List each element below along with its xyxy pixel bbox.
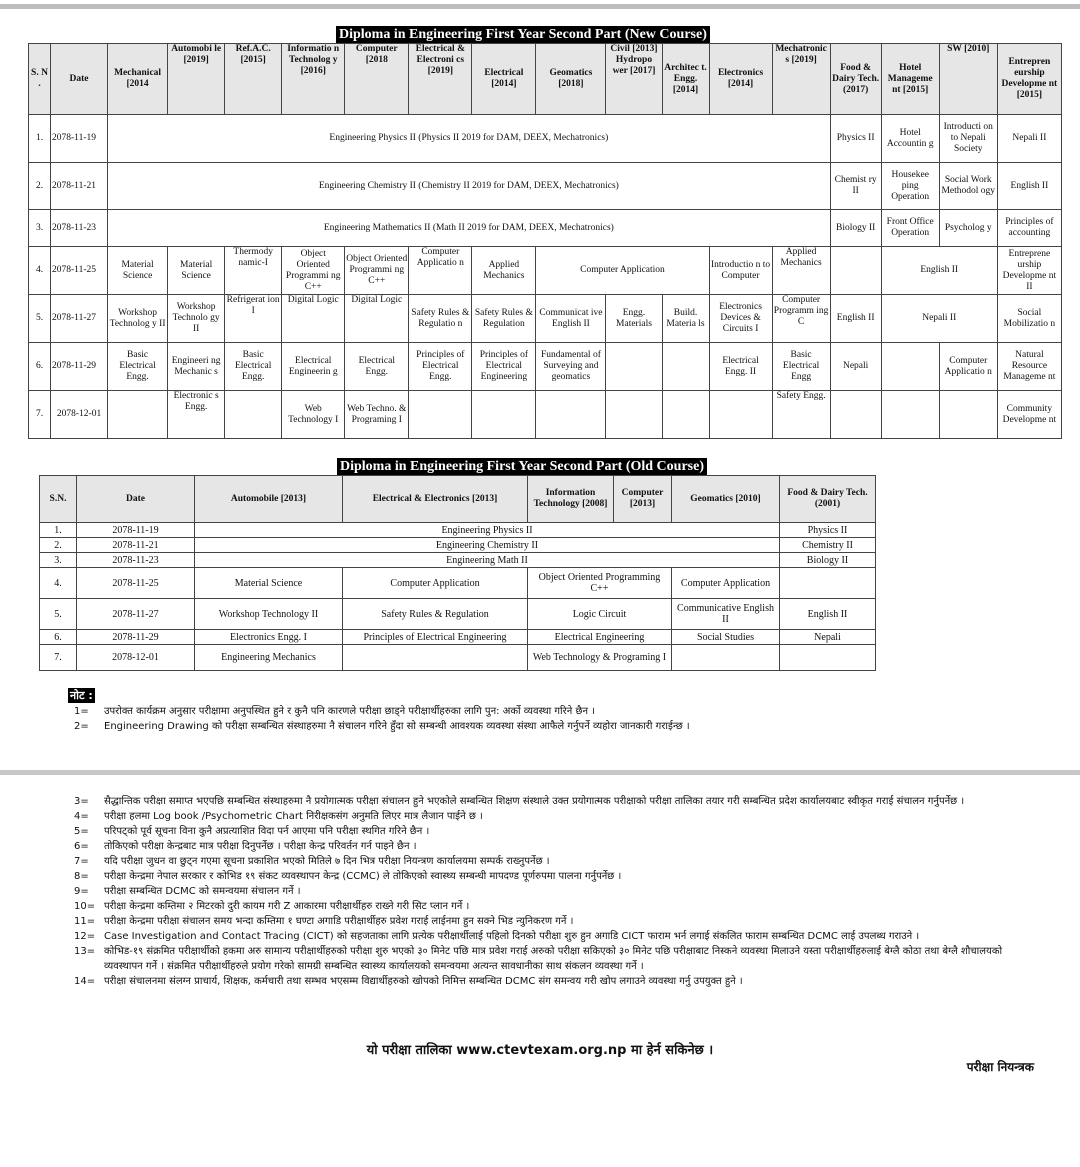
empty-cell (830, 391, 881, 439)
subject-cell: Electronic s Engg. (168, 391, 225, 439)
website-notice: यो परीक्षा तालिका www.ctevtexam.org.np मा हेर्न सकिनेछ । (366, 1043, 714, 1058)
empty-cell (662, 343, 709, 391)
subject-cell: Introductio n to Computer (709, 247, 772, 295)
subject-cell: Digital Logic (282, 295, 345, 343)
col-header: Civil [2013] Hydropo wer [2017] (606, 44, 662, 115)
note-item (74, 809, 1036, 824)
subject-cell: Housekee ping Operation (881, 163, 939, 210)
date-cell: 2078-11-27 (51, 295, 108, 343)
subject-cell: Nepali II (997, 115, 1061, 163)
col-header: S. N . (29, 44, 51, 115)
sn-cell: 5. (29, 295, 51, 343)
new-course-title: Diploma in Engineering First Year Second Part (New Course) (336, 26, 710, 43)
col-header: SW [2010] (939, 44, 997, 115)
empty-cell (225, 391, 282, 439)
note-text: परीक्षा सम्बन्धित DCMC को समन्वयमा संचालन गर्ने । (104, 886, 301, 897)
subject-cell: Psycholog y (939, 210, 997, 247)
subject-cell: Entreprene urship Developme nt II (997, 247, 1061, 295)
subject-cell (780, 568, 876, 599)
note-text: Case Investigation and Contact Tracing (CICT) को सहजताका लागि प्रत्येक परीक्षार्थीलाई पहिलो दिनको परीक्षा शुरु हुन अगाडि CICT फाराम भर्न लगाई संकलित फाराम सम्बन्धित DCMC लाई उपलब्ध गराउने । (104, 931, 920, 942)
subject-cell: Basic Electrical Engg (772, 343, 830, 391)
subject-cell: Chemist ry II (830, 163, 881, 210)
date-cell: 2078-11-29 (77, 630, 195, 645)
subject-cell: Principles of Electrical Engineering (343, 630, 528, 645)
note-item (74, 719, 834, 734)
sn-cell: 7. (29, 391, 51, 439)
subject-cell (672, 645, 780, 671)
common-subject-cell: Engineering Math II (195, 553, 780, 568)
col-header: Automobile [2013] (195, 476, 343, 523)
subject-cell: Social Studies (672, 630, 780, 645)
subject-cell: Build. Materia ls (662, 295, 709, 343)
note-item (74, 974, 1036, 989)
col-header: Information Technology [2008] (528, 476, 614, 523)
subject-cell: English II (830, 295, 881, 343)
subject-cell: Web Technology I (282, 391, 345, 439)
table-row (29, 163, 1062, 210)
sn-cell: 6. (40, 630, 77, 645)
subject-cell: Refrigerat ion I (225, 295, 282, 343)
sn-cell: 2. (29, 163, 51, 210)
subject-cell: Electrical Engineering (528, 630, 672, 645)
col-header: Ref.A.C. [2015] (225, 44, 282, 115)
col-header: Architec t. Engg. [2014] (662, 44, 709, 115)
common-subject-cell: Engineering Chemistry II (Chemistry II 2019 for DAM, DEEX, Mechatronics) (108, 163, 831, 210)
note-number: 7= (74, 856, 89, 867)
subject-cell: Fundamental of Surveying and geomatics (536, 343, 606, 391)
col-header: Food & Dairy Tech. (2001) (780, 476, 876, 523)
note-item (74, 914, 1036, 929)
col-header: Geomatics [2018] (536, 44, 606, 115)
subject-cell: Chemistry II (780, 538, 876, 553)
subject-cell: Computer Application (536, 247, 709, 295)
note-text: यदि परीक्षा जुधन वा छुट्न गएमा सूचना प्रकाशित भएको मितिले ७ दिन भित्र परीक्षा नियन्त्रण कार्यालयमा सम्पर्क राख्नुपर्नेछ । (104, 856, 550, 867)
col-header: S.N. (40, 476, 77, 523)
table-row (40, 553, 876, 568)
subject-cell: Physics II (780, 523, 876, 538)
common-subject-cell: Engineering Mathematics II (Math II 2019 for DAM, DEEX, Mechatronics) (108, 210, 831, 247)
sn-cell: 3. (29, 210, 51, 247)
note-number: 2= (74, 721, 89, 732)
common-subject-cell: Engineering Chemistry II (195, 538, 780, 553)
sn-cell: 2. (40, 538, 77, 553)
note-text: परीक्षा केन्द्रमा कम्तिमा २ मिटरको दुरी कायम गरी Z आकारमा परीक्षार्थीहरु राख्ने गरी सिट प्लान गर्ने । (104, 901, 470, 912)
note-text: परिपट्को पूर्व सूचना विना कुनै अप्रत्याशित विदा पर्न आएमा पनि परीक्षा स्थगित गरिने छैन । (104, 826, 430, 837)
sn-cell: 5. (40, 599, 77, 630)
table-row (40, 599, 876, 630)
subject-cell: Basic Electrical Engg. (108, 343, 168, 391)
subject-cell: Introducti on to Nepali Society (939, 115, 997, 163)
date-cell: 2078-12-01 (51, 391, 108, 439)
date-cell: 2078-11-25 (51, 247, 108, 295)
note-number: 6= (74, 841, 89, 852)
subject-cell: Safety Rules & Regulation (472, 295, 536, 343)
sn-cell: 6. (29, 343, 51, 391)
subject-cell: Engineeri ng Mechanic s (168, 343, 225, 391)
col-header: Electrical & Electroni cs [2019] (409, 44, 472, 115)
sn-cell: 3. (40, 553, 77, 568)
subject-cell: Logic Circuit (528, 599, 672, 630)
note-text: सैद्धान्तिक परीक्षा समाप्त भएपछि सम्बन्धित संस्थाहरुमा नै प्रयोगात्मक परीक्षा संचालन हुने भएकोले सम्बन्धित शिक्षण संस्थाले उक्त प्रयोगात्मक परीक्षाको परीक्षा तालिका तयार गरी सम्बन्धित प्रदेश कार्यालयबाट स्वीकृत गराई संचालन गर्नुपर्नेछ । (104, 796, 965, 807)
table-row (40, 568, 876, 599)
note-text: कोभिड-१९ संक्रमित परीक्षार्थीको हकमा अरु सामान्य परीक्षार्थीहरुको परीक्षा शुरु भएको ३० मिनेट पछि मात्र प्रवेश गराई अरुको परीक्षा सकिएको ३० मिनेट पछि परीक्षाबाट निस्कने व्यवस्था मिलाउने यस्ता परीक्षार्थीहरुलाई बेग्लै कोठा तथा बेग्लै शौचालयको व्यवस्थापन गर्ने । संक्रमित परीक्षार्थीहरुले प्रयोग गरेको सामग्री सम्बन्धित स्वास्थ्य कार्यालयको समन्वयमा अत्यन्त सावधानीका साथ संकलन व्यवस्था गर्ने । (104, 946, 1003, 972)
subject-cell: English II (780, 599, 876, 630)
sn-cell: 4. (40, 568, 77, 599)
empty-cell (606, 343, 662, 391)
note-number: 5= (74, 826, 89, 837)
col-header: Food & Dairy Tech. (2017) (830, 44, 881, 115)
col-header: Entrepren eurship Developme nt [2015] (997, 44, 1061, 115)
subject-cell: Nepali II (881, 295, 997, 343)
subject-cell: Computer Application (672, 568, 780, 599)
subject-cell: Workshop Technology II (195, 599, 343, 630)
notes-list-top (74, 704, 834, 734)
empty-cell (472, 391, 536, 439)
note-text: परीक्षा संचालनमा संलग्न प्राचार्य, शिक्षक, कर्मचारी तथा सम्भव भएसम्म विद्यार्थीहरुको खोपको निमित्त सम्बन्धित DCMC संग समन्वय गरी खोप लगाउने व्यवस्था गर्नु उपयुक्त हुने । (104, 976, 743, 987)
new-course-table (28, 43, 1062, 439)
date-cell: 2078-11-19 (77, 523, 195, 538)
note-number: 8= (74, 871, 89, 882)
subject-cell: Electronics Devices & Circuits I (709, 295, 772, 343)
col-header: Date (51, 44, 108, 115)
note-item (74, 839, 1036, 854)
table-row (40, 538, 876, 553)
empty-cell (830, 247, 881, 295)
subject-cell: Applied Mechanics (772, 247, 830, 295)
table-row (40, 523, 876, 538)
subject-cell: Digital Logic (345, 295, 409, 343)
subject-cell: Community Developme nt (997, 391, 1061, 439)
note-number: 11= (74, 916, 96, 927)
sn-cell: 4. (29, 247, 51, 295)
date-cell: 2078-11-29 (51, 343, 108, 391)
subject-cell: Engineering Mechanics (195, 645, 343, 671)
note-item (74, 944, 1036, 974)
subject-cell (343, 645, 528, 671)
col-header: Electronics [2014] (709, 44, 772, 115)
subject-cell: Social Work Methodol ogy (939, 163, 997, 210)
subject-cell: Electrical Engg. II (709, 343, 772, 391)
subject-cell: Nepali (830, 343, 881, 391)
subject-cell: English II (881, 247, 997, 295)
subject-cell: Natural Resource Manageme nt (997, 343, 1061, 391)
common-subject-cell: Engineering Physics II (Physics II 2019 for DAM, DEEX, Mechatronics) (108, 115, 831, 163)
subject-cell: English II (997, 163, 1061, 210)
note-item (74, 704, 834, 719)
note-item (74, 929, 1036, 944)
subject-cell: Object Oriented Programming C++ (528, 568, 672, 599)
note-item (74, 824, 1036, 839)
date-cell: 2078-11-25 (77, 568, 195, 599)
empty-cell (662, 391, 709, 439)
subject-cell: Object Oriented Programmi ng C++ (282, 247, 345, 295)
subject-cell: Computer Application (343, 568, 528, 599)
subject-cell: Safety Engg. (772, 391, 830, 439)
note-text: उपरोक्त कार्यक्रम अनुसार परीक्षामा अनुपस्थित हुने र कुनै पनि कारणले परीक्षा छाड्ने परीक्षार्थीहरुका लागि पुन: अर्को व्यवस्था गरिने छैन । (104, 706, 595, 717)
subject-cell: Electrical Engg. (345, 343, 409, 391)
subject-cell: Biology II (780, 553, 876, 568)
table-row (29, 210, 1062, 247)
table-row (29, 247, 1062, 295)
col-header: Informatio n Technolog y [2016] (282, 44, 345, 115)
subject-cell (780, 645, 876, 671)
table-row (40, 645, 876, 671)
col-header: Mechatronic s [2019] (772, 44, 830, 115)
date-cell: 2078-12-01 (77, 645, 195, 671)
common-subject-cell: Engineering Physics II (195, 523, 780, 538)
header-row (40, 476, 876, 523)
subject-cell: Principles of Electrical Engg. (409, 343, 472, 391)
col-header: Date (77, 476, 195, 523)
old-course-table (39, 475, 876, 671)
empty-cell (108, 391, 168, 439)
empty-cell (881, 391, 939, 439)
subject-cell: Nepali (780, 630, 876, 645)
table-row (29, 343, 1062, 391)
note-item (74, 854, 1036, 869)
note-text: परीक्षा केन्द्रमा नेपाल सरकार र कोभिड १९ संकट व्यवस्थापन केन्द्र (CCMC) ले तोकिएको स्वास्थ्य सम्बन्धी मापदण्ड पूर्णरुपमा पालना गर्नुपर्नेछ । (104, 871, 622, 882)
note-number: 13= (74, 946, 96, 957)
subject-cell: Workshop Technolo gy II (168, 295, 225, 343)
top-divider (0, 4, 1080, 9)
table-row (29, 115, 1062, 163)
table-row (29, 391, 1062, 439)
subject-cell: Object Oriented Programmi ng C++ (345, 247, 409, 295)
old-course-title: Diploma in Engineering First Year Second Part (Old Course) (337, 458, 707, 475)
signatory-title: परीक्षा नियन्त्रक (966, 1060, 1034, 1074)
note-number: 9= (74, 886, 89, 897)
subject-cell: Principles of Electrical Engineering (472, 343, 536, 391)
date-cell: 2078-11-27 (77, 599, 195, 630)
note-text: परीक्षा हलमा Log book /Psychometric Chart निरीक्षकसंग अनुमति लिएर मात्र लैजान पाईने छ । (104, 811, 483, 822)
empty-cell (881, 343, 939, 391)
subject-cell: Communicative English II (672, 599, 780, 630)
note-item (74, 869, 1036, 884)
date-cell: 2078-11-23 (51, 210, 108, 247)
subject-cell: Material Science (168, 247, 225, 295)
date-cell: 2078-11-21 (77, 538, 195, 553)
col-header: Electrical & Electronics [2013] (343, 476, 528, 523)
note-item (74, 899, 1036, 914)
note-item (74, 884, 1036, 899)
table-row (29, 295, 1062, 343)
empty-cell (606, 391, 662, 439)
subject-cell: Biology II (830, 210, 881, 247)
subject-cell: Thermody namic-I (225, 247, 282, 295)
notes-heading: नोट : (70, 689, 93, 702)
subject-cell: Social Mobilizatio n (997, 295, 1061, 343)
subject-cell: Workshop Technolog y II (108, 295, 168, 343)
empty-cell (536, 391, 606, 439)
sn-cell: 1. (29, 115, 51, 163)
col-header: Electrical [2014] (472, 44, 536, 115)
note-number: 14= (74, 976, 96, 987)
col-header: Hotel Manageme nt [2015] (881, 44, 939, 115)
date-cell: 2078-11-19 (51, 115, 108, 163)
table-row (40, 630, 876, 645)
subject-cell: Electrical Engineerin g (282, 343, 345, 391)
empty-cell (939, 391, 997, 439)
sn-cell: 1. (40, 523, 77, 538)
subject-cell: Web Techno. & Programing I (345, 391, 409, 439)
sn-cell: 7. (40, 645, 77, 671)
col-header: Computer [2018 (345, 44, 409, 115)
subject-cell: Material Science (195, 568, 343, 599)
subject-cell: Engg. Materials (606, 295, 662, 343)
col-header: Geomatics [2010] (672, 476, 780, 523)
page-break-divider (0, 770, 1080, 775)
notes-list-bottom (74, 794, 1036, 989)
subject-cell: Computer Applicatio n (409, 247, 472, 295)
subject-cell: Front Office Operation (881, 210, 939, 247)
subject-cell: Safety Rules & Regulatio n (409, 295, 472, 343)
note-text: Engineering Drawing को परीक्षा सम्बन्धित संस्थाहरुमा नै संचालन गरिने हुँदा सो सम्बन्धी आवश्यक व्यवस्था संस्था आफैले गर्नुपर्ने व्यहोरा जानकारी गराईन्छ । (104, 721, 690, 732)
note-item (74, 794, 1036, 809)
note-text: तोकिएको परीक्षा केन्द्रबाट मात्र परीक्षा दिनुपर्नेछ । परीक्षा केन्द्र परिवर्तन गर्न पाइने छैन । (104, 841, 417, 852)
subject-cell: Electronics Engg. I (195, 630, 343, 645)
col-header: Automobi le [2019] (168, 44, 225, 115)
date-cell: 2078-11-21 (51, 163, 108, 210)
col-header: Mechanical [2014 (108, 44, 168, 115)
subject-cell: Web Technology & Programing I (528, 645, 672, 671)
subject-cell: Principles of accounting (997, 210, 1061, 247)
subject-cell: Material Science (108, 247, 168, 295)
note-number: 3= (74, 796, 89, 807)
subject-cell: Computer Programm ing C (772, 295, 830, 343)
subject-cell: Computer Applicatio n (939, 343, 997, 391)
subject-cell: Basic Electrical Engg. (225, 343, 282, 391)
subject-cell: Applied Mechanics (472, 247, 536, 295)
date-cell: 2078-11-23 (77, 553, 195, 568)
note-number: 1= (74, 706, 89, 717)
note-number: 12= (74, 931, 96, 942)
subject-cell: Hotel Accountin g (881, 115, 939, 163)
header-row (29, 44, 1062, 115)
note-text: परीक्षा केन्द्रमा परीक्षा संचालन समय भन्दा कम्तिमा १ घण्टा अगाडि परीक्षार्थीहरु प्रवेश गराई लाईनमा हुन सक्ने भिड न्युनिकरण गर्ने । (104, 916, 574, 927)
empty-cell (409, 391, 472, 439)
col-header: Computer [2013] (614, 476, 672, 523)
subject-cell: Physics II (830, 115, 881, 163)
empty-cell (709, 391, 772, 439)
note-number: 4= (74, 811, 89, 822)
subject-cell: Communicat ive English II (536, 295, 606, 343)
subject-cell: Safety Rules & Regulation (343, 599, 528, 630)
note-number: 10= (74, 901, 96, 912)
